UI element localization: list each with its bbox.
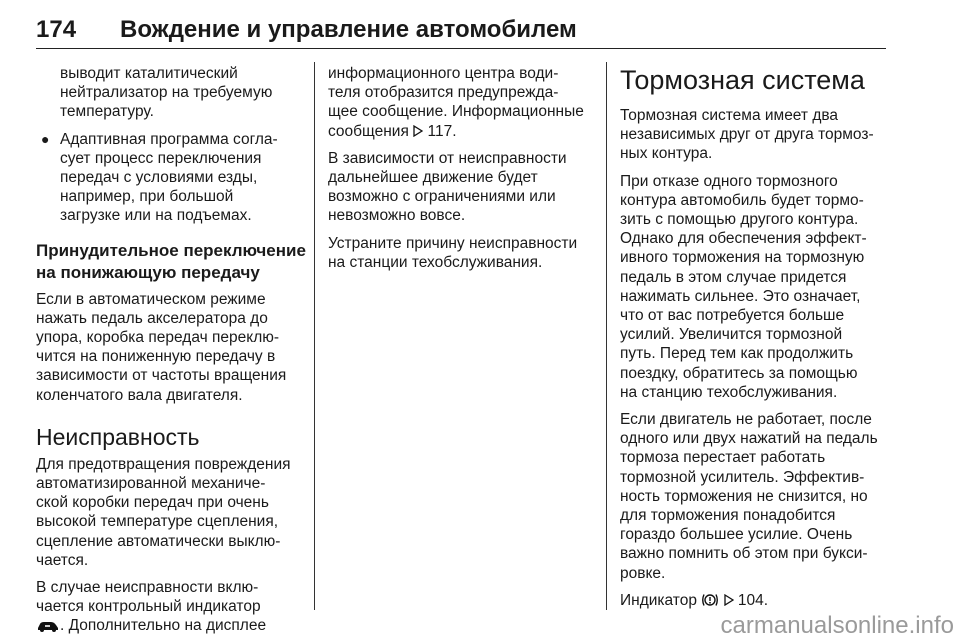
- reference-triangle-icon[interactable]: [724, 594, 734, 606]
- fault-indicator-paragraph: В случае неисправности вклю- чается контрольный индикатор . Дополнительно на дисплее: [36, 579, 267, 635]
- message-paragraph: информационного центра води- теля отобразится предупрежда- щее сообщение. Информационные сообщения 117.: [328, 65, 584, 140]
- fault-driving-paragraph: В зависимости от неисправности дальнейшее движение будет возможно с ограничениями или невозможно вовсе.: [328, 149, 567, 225]
- column-2: [328, 64, 598, 280]
- chapter-title: Вождение и управление автомобилем: [120, 16, 577, 43]
- fault-heading: Неисправность: [36, 423, 200, 450]
- column-divider: [314, 62, 315, 610]
- reference-triangle-icon[interactable]: [413, 125, 423, 137]
- page-reference[interactable]: 104.: [737, 591, 769, 609]
- brake-system-heading: Тормозная система: [620, 65, 865, 95]
- intro-paragraph: выводит каталитический нейтрализатор на требуемую температуру.: [60, 65, 273, 121]
- kickdown-paragraph: Если в автоматическом режиме нажать педаль акселератора до упора, коробка передач переклю- чится на пониженную передачу в зависимости от частоты вращения коленчатого вала двигателя.: [36, 290, 287, 404]
- bullet-icon: ●: [41, 130, 50, 147]
- brake-circuit-paragraph: При отказе одного тормозного контура автомобиль будет тормо- зить с помощью другого контура. Однако для обеспечения эффект- ивного торможения на тормозную педаль в этом случае придется нажимать сильнее. Это означает, что от вас потребуется больше усилий. Увеличится тормозной путь. Перед тем как продолжить поездку, обратитесь за помощью на станцию техобслуживания.: [620, 172, 867, 401]
- column-3: [620, 64, 890, 618]
- column-divider: [606, 62, 607, 610]
- kickdown-heading: Принудительное переключение на понижающую передачу: [36, 240, 306, 282]
- page-number: 174: [36, 16, 77, 43]
- service-paragraph: Устраните причину неисправности на станции техобслуживания.: [328, 234, 578, 271]
- indicator-paragraph: Индикатор 104.: [620, 591, 769, 609]
- engine-off-paragraph: Если двигатель не работает, после одного или двух нажатий на педаль тормоза перестает работать тормозной усилитель. Эффектив- ность торможения не снизится, но для торможения понадобится гораздо большее усилие. Очень важно помнить об этом при букси- ровке.: [620, 411, 878, 582]
- page-header: [36, 16, 886, 49]
- list-item: ● Адаптивная программа согла- сует процесс переключения передач с условиями езды, например, при большой загрузке или на подъемах.: [41, 130, 278, 225]
- brake-warning-icon: [701, 592, 719, 608]
- fault-paragraph: Для предотвращения повреждения автоматизированной механиче- ской коробки передач при очень высокой температуре сцепления, сцепление автоматически выклю- чается.: [36, 455, 291, 569]
- page-reference[interactable]: 117.: [427, 122, 457, 140]
- brake-intro-paragraph: Тормозная система имеет два независимых друг от друга тормоз- ных контура.: [620, 107, 874, 163]
- column-1: [36, 64, 304, 644]
- car-wrench-icon: [36, 619, 60, 632]
- watermark: carmanualsonline.info: [720, 612, 954, 639]
